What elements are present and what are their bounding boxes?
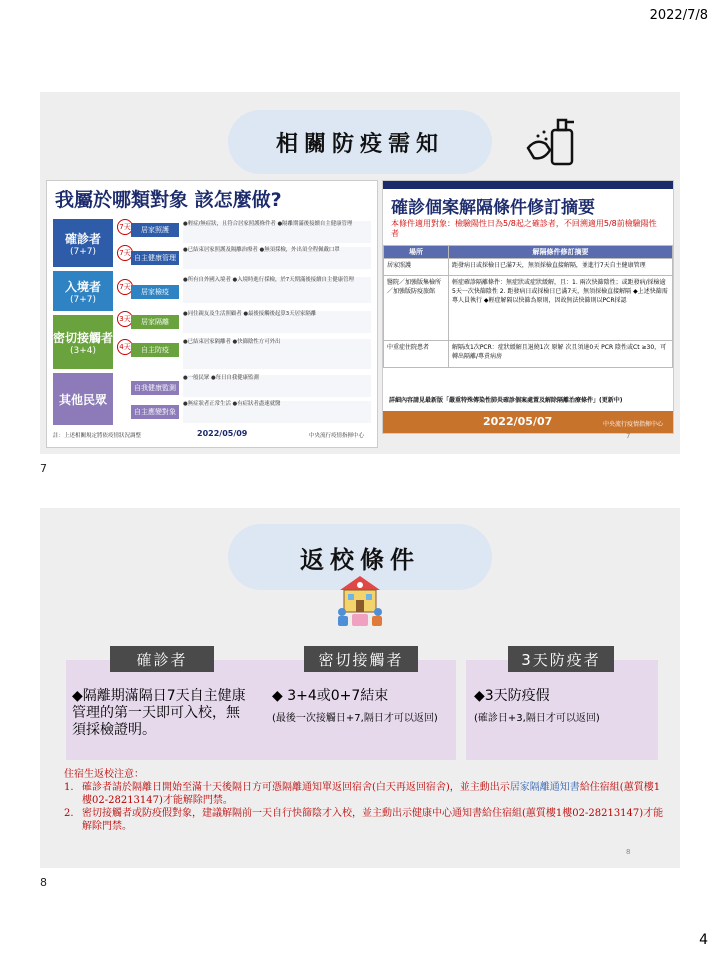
days-badge: 4天 [117,339,133,355]
description: ●一般民眾 ●每日自我健康監測 [183,375,371,397]
note-item: 1. 確診者請於隔離日開始至滿十天後隔日方可憑隔離通知單返回宿舍(白天再返回宿舍)，並主動出示居家隔離通知書給住宿組(蕙質樓1樓02-28213147)才能解除門禁。 [64,782,661,806]
description: ●無症狀者正常生活 ●有症狀者盡速就醫 [183,401,371,423]
tag-self-health: 自主健康管理 [131,251,179,265]
tag-self-prevention: 自主防疫 [131,343,179,357]
table-row: 醫院／加強版集檢所／加強版防疫旅館 輕症確診隔離條件：無症狀或症狀緩解，且：1. 兩次快篩陰性；或距發病/採檢逾5天一次快篩陰性 2. 距發病日或採檢日已滿7天，無須採檢直接解隔 ◆上述快篩需專人員執行 ◆輕症解隔以快篩為原則，因故無法快篩則以PCR採認 [384,276,673,341]
description: ●輕症/無症狀，且符合居家照護條件者 ●隔離期滿後接續自主健康管理 [183,221,371,243]
category-arrival: 入境者 (7+7) [53,271,113,311]
description: ●同住親友及生活照顧者 ●最後接觸後起算3天居家隔離 [183,311,371,333]
guide-org: 中央流行疫情指揮中心 [309,433,365,439]
tag-isolation: 居家隔離 [131,315,179,329]
guide-date: 2022/05/09 [197,429,248,438]
notes-title: 住宿生返校注意： [64,769,144,780]
page-number: 4 [699,932,708,948]
box-sub-close-contact: (最後一次接觸日+7,隔日才可以返回) [272,713,438,724]
criteria-subtitle: 本條件適用對象：檢驗陽性日為5/8起之確診者，不回溯適用5/8前檢驗陽性者 [391,219,657,238]
box-main-3day: ◆3天防疫假 [474,688,550,704]
days-badge: 7天 [117,219,133,235]
criteria-table [383,245,673,368]
box-3day [466,660,658,760]
box-title-close-contact: 密切接觸者 [304,646,418,672]
table-header-row [384,246,673,259]
days-badge: 7天 [117,245,133,261]
criteria-date: 2022/05/07 [483,415,553,428]
box-title-confirmed: 確診者 [110,646,214,672]
col-rule: 解隔條件修訂摘要 [449,246,673,259]
print-date: 2022/7/8 [649,8,708,23]
criteria-org: 中央流行疫情指揮中心 [603,421,664,428]
description: ●已結束居家隔離者 ●快篩陰性方可外出 [183,339,371,369]
tag-quarantine: 居家檢疫 [131,285,179,299]
guide-heading: 我屬於哪類對象 該怎麼做? [55,189,282,211]
col-place: 場所 [384,246,449,259]
slide2-note: 8 [40,876,47,889]
school-building-icon [334,572,386,628]
slide2-title: 返校條件 [228,524,492,590]
box-main-confirmed: ◆隔離期滿隔日7天自主健康管理的第一天即可入校，無須採檢證明。 [72,688,246,738]
audience-guide-card [46,180,378,448]
note-item: 2. 密切接觸者或防疫假對象，建議解隔前一天自行快篩陰才入校，並主動出示健康中心通知書給住宿組(蕙質樓1樓02-28213147)才能解除門禁。 [64,808,664,832]
description: ●已結束居家照護及隔離治療者 ●無須採檢，外出須全程佩戴口罩 [183,247,371,269]
hand-sanitizer-icon [522,112,582,172]
category-confirmed: 確診者 (7+7) [53,219,113,267]
release-criteria-card [382,180,674,434]
category-general-public: 其他民眾 [53,373,113,425]
slide2-corner-number: 8 [626,848,631,856]
box-close-contact [266,660,456,760]
guide-footnote: 註：上述相關規定將依疫情狀況調整 [53,433,142,439]
slide1-note: 7 [40,462,47,475]
days-badge: 7天 [117,279,133,295]
days-badge: 3天 [117,311,133,327]
category-close-contact: 密切接觸者 (3+4) [53,315,113,369]
box-title-3day: 3天防疫者 [508,646,614,672]
slide1-corner-number: 7 [626,432,631,440]
criteria-footer-link: 詳細內容請見最新版「嚴重特殊傳染性肺炎確診個案處置及解除隔離治療條件」(更新中) [389,397,623,404]
description: ●所有自外國入境者 ●入境時進行採檢，於7天期滿後接續自主健康管理 [183,277,371,303]
box-sub-3day: (確診日+3,隔日才可以返回) [474,713,600,724]
slide1-title: 相關防疫需知 [228,110,492,174]
card-top-bar [383,181,673,189]
tag-home-care: 居家照護 [131,223,179,237]
table-row: 中重症住院患者 解隔改1次PCR：症狀緩解且退燒1次 原解 次且須達0天 PCR 陰性或Ct ≥30，可轉出隔離/專責病房 [384,341,673,368]
tag-self-monitor: 自我健康監測 [131,381,179,395]
dorm-return-notes [64,768,664,833]
criteria-heading: 確診個案解隔條件修訂摘要 [391,198,595,218]
tag-self-response: 自主應變對象 [131,405,179,419]
box-main-close-contact: ◆ 3+4或0+7結束 [272,688,389,704]
table-row: 居家照護 距發病日或採檢日已滿7天，無須採檢直接解隔，並進行7天自主健康管理 [384,259,673,276]
